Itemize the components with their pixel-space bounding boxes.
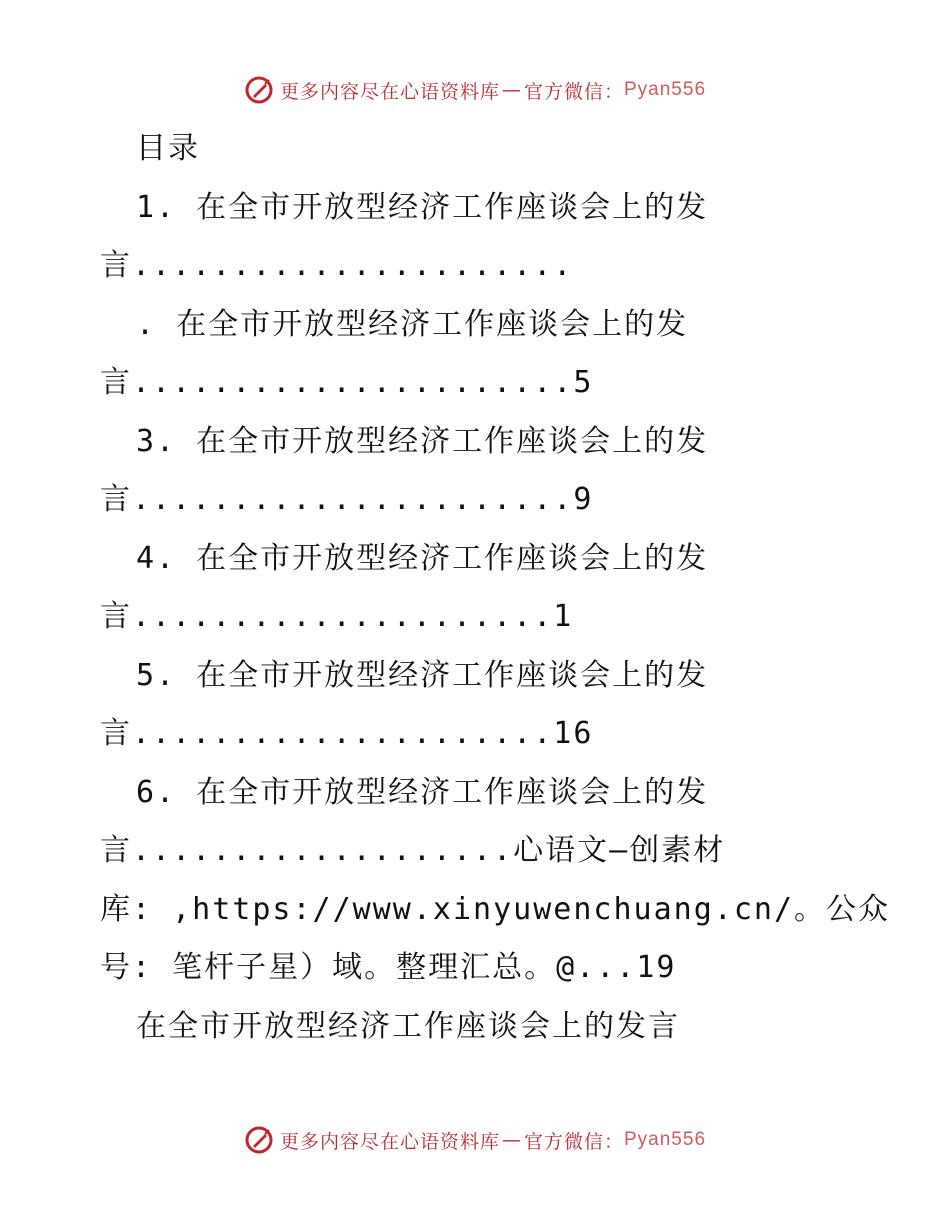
banner-wechat-label: 官方微信： xyxy=(523,80,624,103)
banner-wechat-id: Pyan556 xyxy=(624,79,707,100)
footer-watermark-banner xyxy=(0,1120,950,1160)
toc-entry-2-title: . 在全市开放型经济工作座谈会上的发 xyxy=(136,306,689,342)
toc-entry-4-title: 4. 在全市开放型经济工作座谈会上的发 xyxy=(136,540,709,576)
table-of-contents xyxy=(100,120,891,1056)
toc-entry-5-leader: 言.....................16 xyxy=(100,716,594,751)
banner-dash: — xyxy=(501,1129,522,1151)
banner-brand-text: 更多内容尽在心语资料库 xyxy=(279,80,500,103)
banner-dash: — xyxy=(501,79,522,101)
toc-entry-6-continuation-1: 库: ,https://www.xinyuwenchuang.cn/。公众 xyxy=(100,891,891,927)
banner-wechat-label: 官方微信： xyxy=(523,1130,624,1153)
banner-wechat-id: Pyan556 xyxy=(624,1129,707,1150)
toc-entry-1-title: 1. 在全市开放型经济工作座谈会上的发 xyxy=(136,189,709,225)
toc-entry-6-title: 6. 在全市开放型经济工作座谈会上的发 xyxy=(136,774,709,810)
quill-pen-icon xyxy=(244,75,274,105)
banner-brand-text: 更多内容尽在心语资料库 xyxy=(279,1130,500,1153)
section-title: 在全市开放型经济工作座谈会上的发言 xyxy=(136,1008,680,1044)
toc-entry-1-leader: 言...................... xyxy=(100,248,574,283)
toc-entry-2-leader: 言......................5 xyxy=(100,365,594,400)
toc-entry-5-title: 5. 在全市开放型经济工作座谈会上的发 xyxy=(136,657,709,693)
toc-entry-3-leader: 言......................9 xyxy=(100,482,594,517)
quill-pen-icon xyxy=(244,1125,274,1155)
toc-entry-3-title: 3. 在全市开放型经济工作座谈会上的发 xyxy=(136,423,709,459)
toc-entry-6-leader: 言...................心语文—创素材 xyxy=(100,833,726,868)
toc-entry-6-continuation-2: 号: 笔杆子星）域。整理汇总。@...19 xyxy=(100,950,677,985)
toc-entry-4-leader: 言.....................1 xyxy=(100,599,574,634)
header-watermark-banner xyxy=(0,70,950,110)
toc-heading: 目录 xyxy=(136,131,200,166)
